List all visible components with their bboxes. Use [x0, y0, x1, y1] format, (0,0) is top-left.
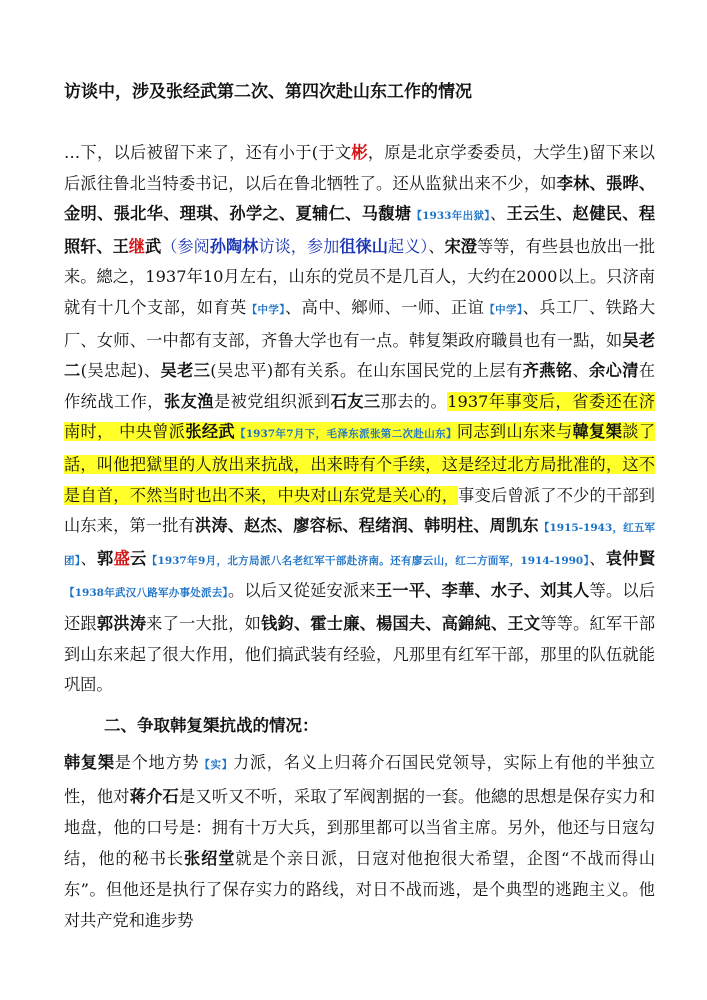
- text-run: 同志到山东来与: [456, 422, 573, 442]
- names-second-batch: 钱鈞、霍士廉、楊国夫、高錦純、王文: [261, 613, 541, 633]
- annotation-text: （参阅: [161, 236, 210, 256]
- name-zhang-jingwu: 张经武: [185, 422, 235, 442]
- document-title: 访谈中，涉及张经武第二次、第四次赴山东工作的情况: [64, 82, 472, 102]
- text-run: 等。以后还跟: [64, 581, 656, 633]
- name-wu-laosan: 吴老三: [160, 361, 211, 381]
- annotation-name: 徂徕山: [339, 236, 388, 256]
- name-part: 武: [144, 236, 162, 256]
- annotation-note: 【1937年7月下，毛泽东派张第二次赴山东】: [234, 428, 457, 441]
- name-shi-yousan: 石友三: [330, 391, 381, 411]
- emphasis-red: 盛: [113, 548, 131, 568]
- text-run: 是被党组织派到: [213, 391, 331, 411]
- section-heading: 二、争取韩复榘抗战的情况：: [104, 715, 319, 735]
- text-run: (吴忠平)都有关系。在山东国民党的上层有: [210, 361, 523, 381]
- names-yanan: 王一平、李華、水子、刘其人: [375, 581, 590, 601]
- text-run: 、: [589, 548, 606, 568]
- name-part: 郭: [97, 548, 114, 568]
- name-han-fuju: 韓复榘: [572, 422, 623, 442]
- text-run: 那去的。: [380, 391, 448, 411]
- names-first-batch: 洪涛、赵杰、廖容标、程绪润、韩明柱、周凯东: [194, 516, 539, 536]
- text-run: 事变后曾派了不少的干部到山东来，第一批有: [64, 485, 655, 536]
- text-run: 、高中、鄉师、一师、正谊: [285, 297, 485, 317]
- annotation-note: 【中学】: [484, 303, 523, 316]
- name-song-cheng: 宋澄: [444, 236, 477, 256]
- names-released-2: 王云生、赵健民、程照轩、王: [64, 204, 656, 256]
- name-part: 云: [130, 548, 147, 568]
- annotation-note: 【1933年出狱】: [411, 210, 490, 223]
- text-run: 在作统战工作，: [64, 361, 656, 411]
- text-run: 等等，有些县也放出一批来。總之，1937年10月左右，山东的党员不是几百人，大约在2000以上。只济南就有十几个支部，如育英: [64, 236, 656, 317]
- text-run: (吴忠起)、: [80, 361, 161, 381]
- name-wu-laoer: 吴老二: [64, 330, 656, 381]
- name-qi-yanming: 齐燕铭: [522, 361, 573, 381]
- text-run: 。以后又從延安派来: [227, 581, 376, 601]
- paragraph-han-fuju: [64, 747, 655, 936]
- text-run: 来了一大批，如: [146, 613, 262, 633]
- text-run: 、: [80, 548, 98, 568]
- text-run: 、: [489, 204, 507, 224]
- name-yu-xinqing: 余心清: [589, 361, 639, 381]
- name-zhang-shaotang: 张绍堂: [183, 848, 236, 868]
- text-run: 、: [428, 236, 445, 256]
- name-guo-hongtao: 郭洪涛: [96, 613, 147, 633]
- paragraph-interview-1: [64, 138, 655, 701]
- annotation-text: 访谈，参加: [258, 236, 340, 256]
- name-zhang-youyu: 张友渔: [163, 391, 214, 411]
- name-yuan-zhongxian: 袁仲賢: [605, 548, 656, 568]
- text-run: 就是个亲日派，日寇对他抱很大希望，企图“不战而得山东”。但他还是执行了保存实力的路线，对日不战而逃，是个典型的逃跑主义。他对共产党和進步势: [64, 848, 656, 930]
- annotation-note: 【1937年9月，北方局派八名老红军干部赴济南。还有廖云山，红二方面军，1914-1990】: [146, 554, 590, 567]
- text-run: 、: [572, 361, 590, 381]
- emphasis-red: 彬: [351, 143, 368, 162]
- text-run: 、兵工厂、铁路大厂、女师、一中都有支部，齐鲁大学也有一点。韩复榘政府職員也有一點，如: [64, 297, 656, 350]
- emphasis-red: 继: [128, 236, 145, 256]
- annotation-note: 【中学】: [246, 303, 286, 316]
- text-run: 是个地方势: [114, 752, 200, 772]
- names-released: 李林、張晔、金明、張北华、理琪、孙学之、夏辅仁、马馥塘: [64, 173, 656, 224]
- text-run: 談了話，叫他把獄里的人放出来抗战，出来時有个手续，这是经过北方局批准的，这不是自首，不然当时也出不来，中央对山东党是关心的，: [64, 422, 656, 505]
- text-run: ，原是北京学委委员，大学生)留下来以后派往鲁北当特委书记，以后在鲁北牺牲了。还从监狱出来不少，如: [64, 143, 655, 193]
- text-run: …下，以后被留下来了，还有小于(于文: [64, 143, 352, 162]
- text-run: 等等。紅军干部到山东来起了很大作用，他们搞武装有经验，凡那里有红军干部，那里的队伍就能巩固。: [64, 613, 656, 695]
- annotation-note: 【实】: [199, 758, 233, 771]
- annotation-name: 孙陶林: [209, 236, 259, 256]
- text-run: 1937年事变后，省委还在济南时， 中央曾派: [64, 391, 656, 442]
- name-han-fuju: 韩复榘: [64, 752, 115, 772]
- annotation-note: 【1915-1943，红五军团】: [64, 522, 656, 567]
- name-jiang-jieshi: 蒋介石: [129, 786, 179, 806]
- annotation-note: 【1938年武汉八路军办事处派去】: [64, 587, 228, 600]
- text-run: 力派，名义上归蒋介石国民党领导，实际上有他的半独立性，他对: [64, 752, 656, 806]
- annotation-text: 起义）: [387, 236, 429, 256]
- text-run: 是又听又不听，采取了军阀割据的一套。他總的思想是保存实力和地盘，他的口号是：拥有十万大兵，到那里都可以当省主席。另外，他还与日寇勾结，他的秘书长: [64, 786, 656, 868]
